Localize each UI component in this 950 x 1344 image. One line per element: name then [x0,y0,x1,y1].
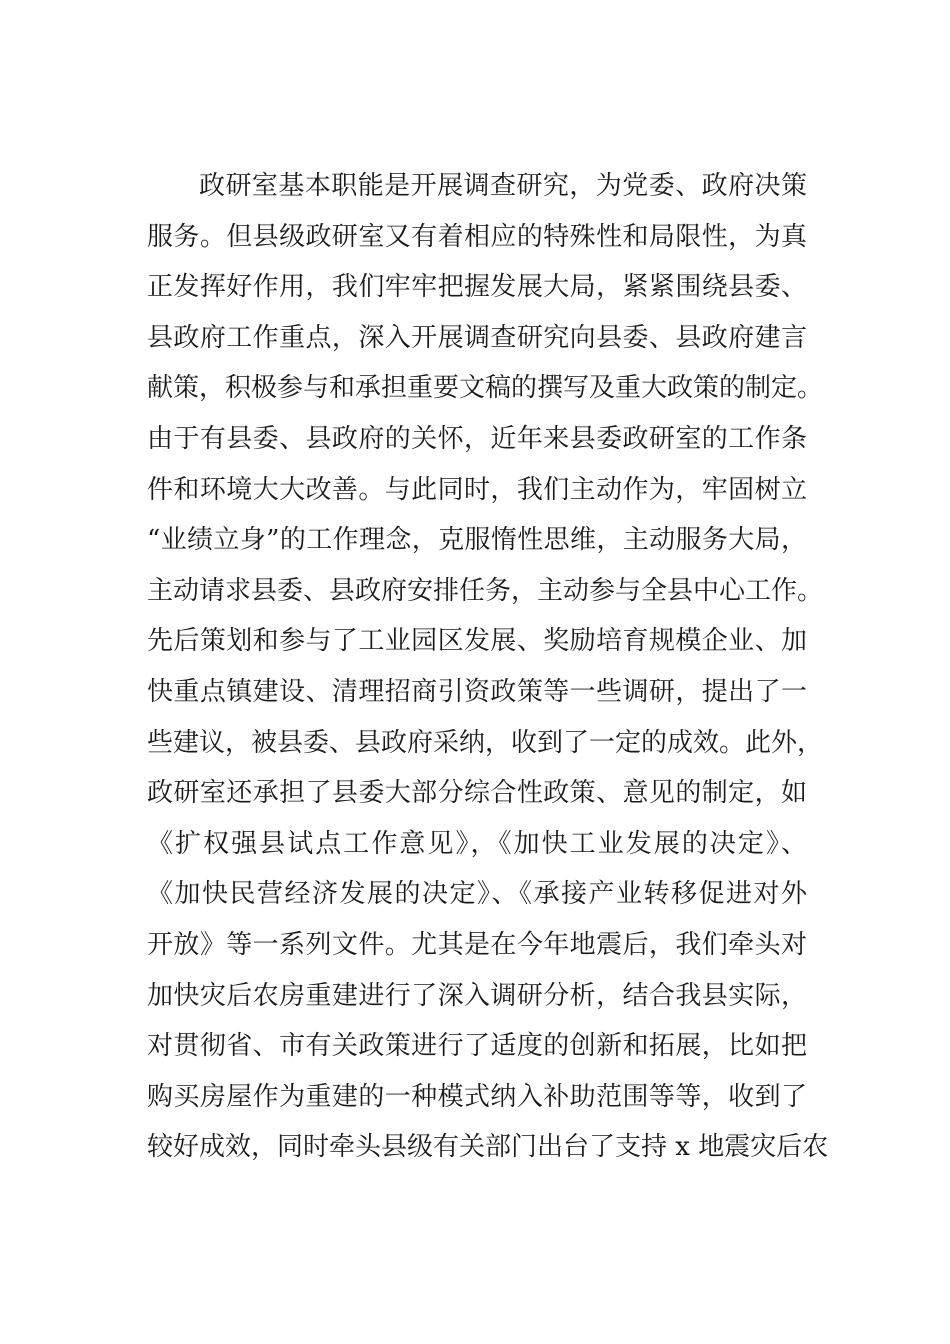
body-paragraph [147,161,829,1173]
text-line: 《加快民营经济发展的决定》、《承接产业转移促进对外 [147,879,807,910]
text-line: “业绩立身”的工作理念，克服惰性思维，主动服务大局， [147,525,807,556]
text-line: 主动请求县委、县政府安排任务，主动参与全县中心工作。 [147,575,824,606]
text-line: 开放》等一系列文件。尤其是在今年地震后，我们牵头对 [147,929,807,960]
text-line: 加快灾后农房重建进行了深入调研分析，结合我县实际， [147,980,807,1011]
text-line: 快重点镇建设、清理招商引资政策等一些调研，提出了一 [147,676,807,707]
text-line: 购买房屋作为重建的一种模式纳入补助范围等等，收到了 [147,1081,807,1112]
text-line: 由于有县委、县政府的关怀，近年来县委政研室的工作条 [147,423,807,454]
text-line: 件和环境大大改善。与此同时，我们主动作为，牢固树立 [147,474,807,505]
text-line: 些建议，被县委、县政府采纳，收到了一定的成效。此外， [147,727,824,758]
text-line: 较好成效，同时牵头县级有关部门出台了支持 x 地震灾后农 [147,1132,829,1163]
text-line: 政研室还承担了县委大部分综合性政策、意见的制定，如 [147,778,807,809]
text-line: 服务。但县级政研室又有着相应的特殊性和局限性，为真 [147,221,807,252]
text-line: 《扩权强县试点工作意见》，《加快工业发展的决定》、 [147,828,807,859]
text-line: 献策，积极参与和承担重要文稿的撰写及重大政策的制定。 [147,373,824,404]
text-line: 政研室基本职能是开展调查研究，为党委、政府决策 [199,171,807,201]
text-line: 先后策划和参与了工业园区发展、奖励培育规模企业、加 [147,626,807,657]
text-line: 正发挥好作用，我们牢牢把握发展大局，紧紧围绕县委、 [147,272,807,303]
text-line: 县政府工作重点，深入开展调查研究向县委、县政府建言 [147,322,807,353]
text-line: 对贯彻省、市有关政策进行了适度的创新和拓展，比如把 [147,1031,807,1062]
